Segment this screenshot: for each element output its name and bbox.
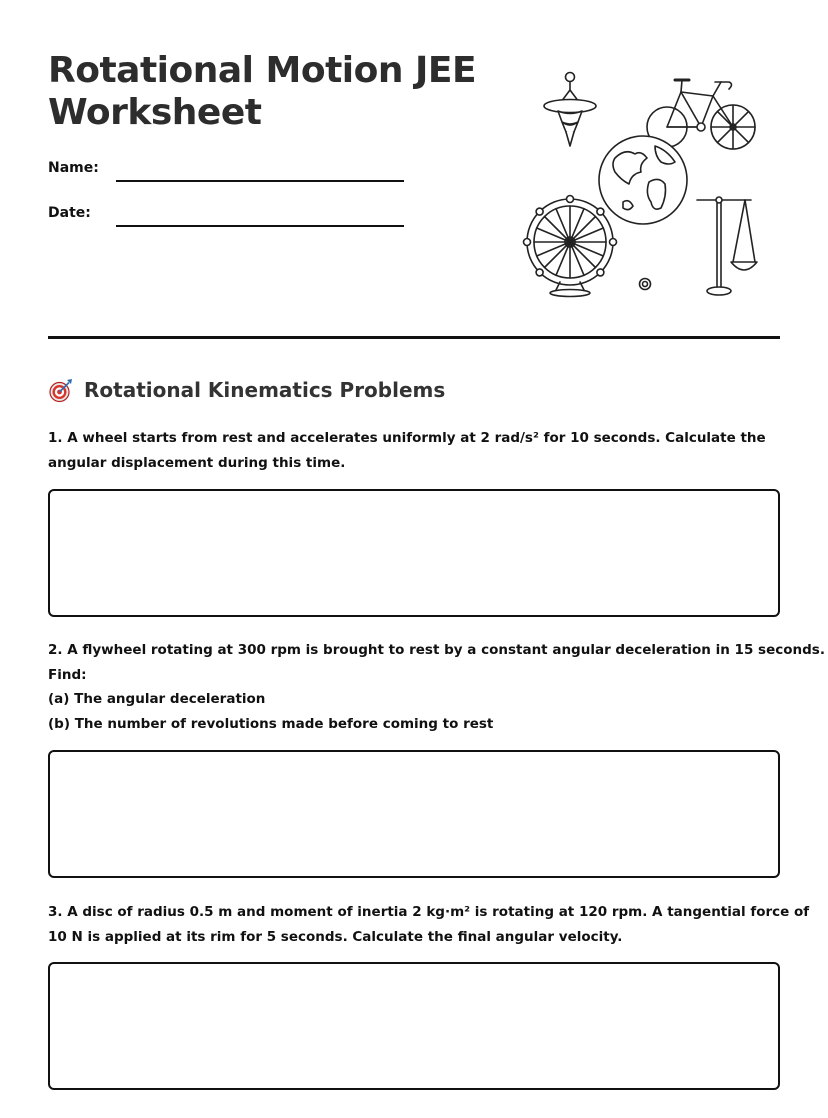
direct-hit-target-icon <box>48 377 74 403</box>
answer-box-1[interactable] <box>48 489 780 617</box>
date-field-line[interactable] <box>116 225 404 227</box>
name-field-line[interactable] <box>116 180 404 182</box>
name-label: Name: <box>48 160 99 176</box>
spinning-top-icon <box>544 73 596 147</box>
section-heading <box>48 374 445 406</box>
date-label: Date: <box>48 205 91 221</box>
question-line: 3. A disc of radius 0.5 m and moment of inertia 2 kg·m² is rotating at 120 rpm. A tangential force of <box>48 904 810 920</box>
question-line: 2. A flywheel rotating at 300 rpm is brought to rest by a constant angular deceleration in 15 seconds. <box>48 642 825 658</box>
physics-illustration <box>515 62 765 302</box>
section-heading-text: Rotational Kinematics Problems <box>84 378 446 402</box>
answer-box-3[interactable] <box>48 962 780 1090</box>
answer-box-2[interactable] <box>48 750 780 878</box>
balance-scale-icon <box>697 197 757 295</box>
ring-icon <box>640 279 651 290</box>
header-divider <box>48 336 780 339</box>
ferris-wheel-icon <box>524 196 617 297</box>
question-3 <box>48 900 810 949</box>
question-line: Find: <box>48 666 87 683</box>
bicycle-icon <box>647 80 755 149</box>
question-line: 10 N is applied at its rim for 5 seconds. Calculate the final angular velocity. <box>48 928 623 945</box>
question-1 <box>48 426 783 475</box>
worksheet-title: Rotational Motion JEE Worksheet <box>48 50 477 133</box>
question-line: (a) The angular deceleration <box>48 691 266 707</box>
question-2 <box>48 638 825 736</box>
question-line: 1. A wheel starts from rest and accelerates uniformly at 2 rad/s² for 10 seconds. Calculate the <box>48 430 766 446</box>
question-line: (b) The number of revolutions made before coming to rest <box>48 715 494 732</box>
globe-icon <box>599 136 687 224</box>
question-line: angular displacement during this time. <box>48 454 346 471</box>
